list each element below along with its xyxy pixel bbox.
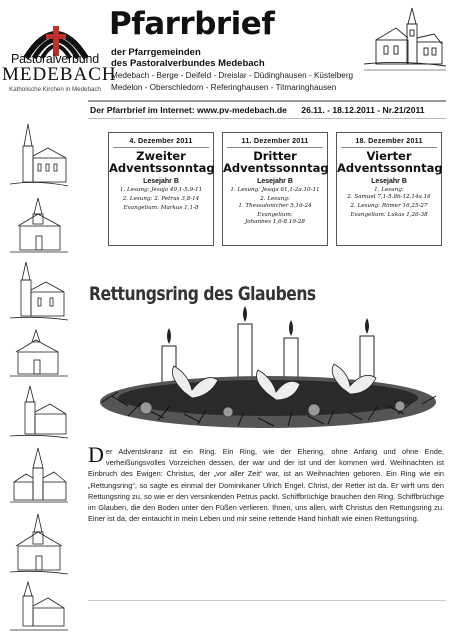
reading-line: 1. Lesung: Jesaja 40,1-5.9-11 — [119, 187, 203, 193]
reading-line: 2. Lesung: 2. Petrus 3,8-14 — [122, 196, 200, 202]
subtitle-line1: der Pfarrgemeinden — [111, 47, 201, 58]
reading-line: Evangelium: — [257, 212, 293, 218]
info-rule — [88, 118, 446, 119]
places-line2: Medelon - Oberschledorn - Referinghausen - Titmaringhausen — [111, 83, 337, 92]
reading-line: 2. Samuel 7,1-5.8b-12.14a.16 — [347, 194, 431, 200]
sunday-name: Dritter Adventssonntag — [223, 149, 329, 175]
dropcap: D — [88, 442, 104, 467]
reading-line: Evangelium: Markus 1,1-8 — [123, 205, 199, 211]
sunday-date: 4. Dezember 2011 — [129, 136, 193, 145]
chapel-sketch-icon — [8, 512, 70, 576]
logo-subtitle: Katholische Kirchen in Medebach — [9, 86, 101, 93]
reading-line: 1. Thessalonicher 5,16-24 — [238, 203, 312, 209]
header-rule — [88, 100, 446, 102]
lesejahr: Lesejahr B — [143, 178, 179, 185]
issue-period: 26.11. - 18.12.2011 - Nr.21/2011 — [301, 105, 425, 115]
church-sketch-icon — [8, 260, 70, 324]
internet-label[interactable]: Der Pfarrbrief im Internet: www.pv-medebach.de — [90, 105, 287, 115]
lesejahr: Lesejahr B — [371, 178, 407, 185]
reading-line: 2. Lesung: — [260, 196, 290, 202]
article-title: Rettungsring des Glaubens — [89, 283, 316, 305]
divider — [341, 147, 437, 148]
church-sketch-icon — [8, 580, 70, 636]
reading-line: 2. Lesung: Römer 16,25-27 — [350, 203, 428, 209]
places-line1: Medebach - Berge - Deifeld - Dreislar - Düdinghausen - Küstelberg — [111, 71, 354, 80]
reading-line: 1. Lesung: — [374, 187, 404, 193]
logo-city: MEDEBACH — [2, 64, 117, 85]
reading-line: Evangelium: Lukas 1,26-38 — [350, 212, 428, 218]
chapel-sketch-icon — [8, 328, 70, 380]
sunday-date: 11. Dezember 2011 — [241, 136, 309, 145]
church-sketch-icon — [8, 122, 70, 190]
lesejahr: Lesejahr B — [257, 178, 293, 185]
article-text: er Adventskranz ist ein Ring. Ein Ring, wie der Ehering, ohne Anfang und ohne Ende, verheißungsvolles Vorzeichen dessen, der war und der ist und der kommen wird. Weihnachten ist Einbruch des Ewigen: Christus, der „vor aller Zeit“ war, ist an Weihnachten geboren. Ein Ring wie ein „Rettungsring“, so sagte es einmal der Dominikaner Ulrich Engel. Christ, der Retter ist da. Er wirft uns den Rettungsring zu, so wie er den versinkenden Petrus packt. Schiffbrüchige brauchen den Ring. Schiffbrüchige im Glauben, die den Boden unter den Füßen verlieren. Ihnen, uns allen, wirft Christus den Rettungsring zu. Einer ist da, der eintaucht in mein Leben und mir seine rettende Hand hinhält wie einen Rettungsring. — [88, 447, 444, 524]
article-body — [88, 442, 444, 524]
reading-line: 1. Lesung: Jesaja 61,1-2a.10-11 — [230, 187, 320, 193]
sunday-name: Vierter Adventssonntag — [337, 149, 443, 175]
info-bar — [90, 105, 444, 115]
sunday-box-3 — [336, 132, 442, 246]
sunday-date: 18. Dezember 2011 — [355, 136, 423, 145]
advent-wreath-illustration — [88, 306, 448, 436]
sunday-box-1 — [108, 132, 214, 246]
church-sketch-icon — [8, 446, 70, 506]
reading-line: Johannes 1,6-8.19-28 — [245, 219, 305, 225]
church-sketch-icon — [8, 384, 70, 440]
divider — [113, 147, 209, 148]
page-title: Pfarrbrief — [109, 6, 275, 42]
church-illustration — [362, 4, 448, 72]
sunday-box-2 — [222, 132, 328, 246]
bottom-rule — [88, 600, 446, 601]
chapel-sketch-icon — [8, 196, 70, 256]
divider — [227, 147, 323, 148]
logo-title: Pastoralverbund — [10, 52, 100, 66]
sunday-name: Zweiter Adventssonntag — [109, 149, 215, 175]
subtitle-line2: des Pastoralverbundes Medebach — [111, 58, 265, 69]
